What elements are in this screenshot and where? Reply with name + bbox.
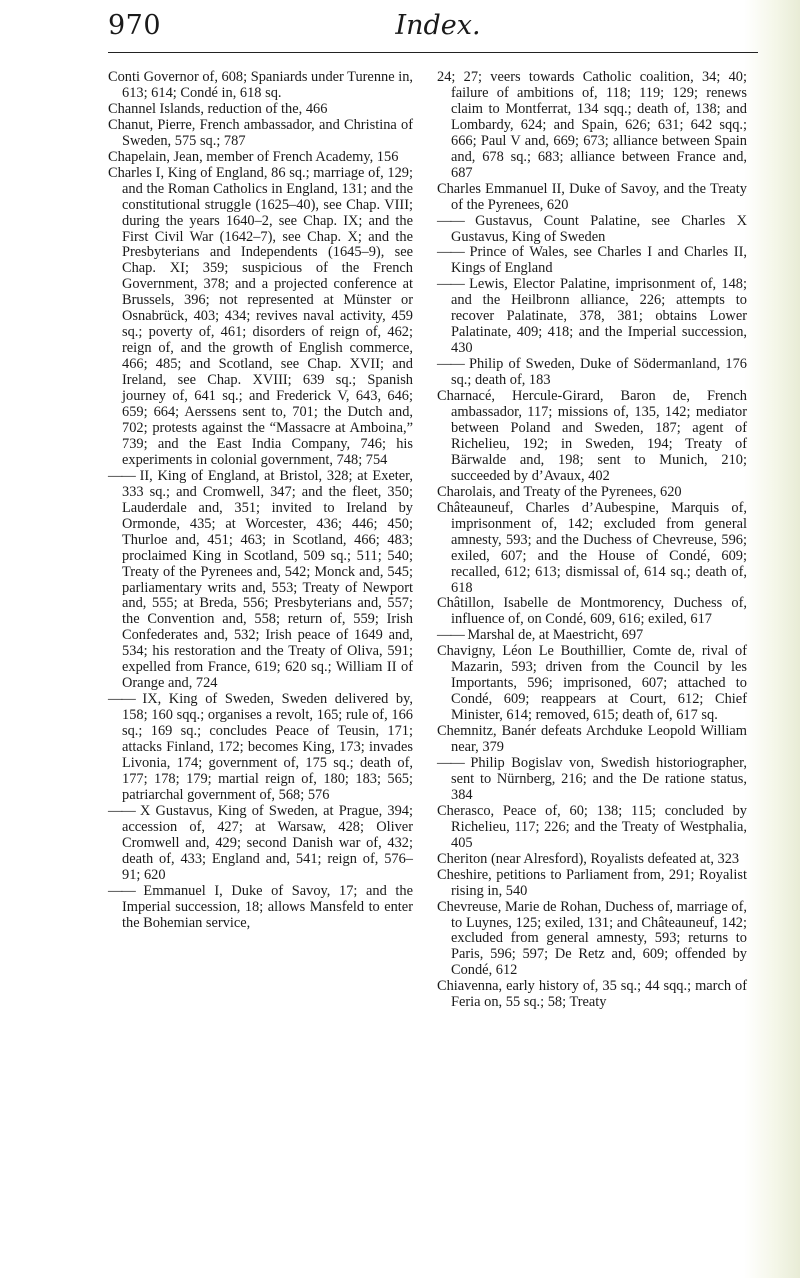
index-entry xyxy=(437,979,747,1011)
repeat-dash: —— xyxy=(108,691,135,708)
index-entry xyxy=(108,118,413,150)
entry-text: Conti Governor of, 608; Spaniards under Turenne in, 613; 614; Condé in, 618 sq. xyxy=(108,69,413,101)
entry-text: Philip Bogislav von, Swedish historiographer, sent to Nürnberg, 216; and the De ratione status, 384 xyxy=(451,754,747,803)
index-entry xyxy=(437,644,747,724)
index-entry xyxy=(437,357,747,389)
header-rule xyxy=(108,52,758,53)
index-entry xyxy=(437,245,747,277)
page-number: 970 xyxy=(108,10,162,41)
index-entry xyxy=(437,277,747,357)
entry-text: Chanut, Pierre, French ambassador, and Christina of Sweden, 575 sq.; 787 xyxy=(108,116,413,149)
repeat-dash: —— xyxy=(437,276,464,293)
index-entry xyxy=(108,150,413,166)
entry-text: Emmanuel I, Duke of Savoy, 17; and the Imperial succession, 18; allows Mansfeld to enter the Bohemian service, xyxy=(122,882,413,931)
entry-text: Gustavus, Count Palatine, see Charles X Gustavus, King of Sweden xyxy=(451,212,747,245)
index-entry xyxy=(108,469,413,692)
repeat-dash: —— xyxy=(108,802,135,819)
index-entry xyxy=(437,70,747,182)
entry-text: Lewis, Elector Palatine, imprisonment of, 148; and the Heilbronn alliance, 226; attempts to recover Palatinate, 378, 381; obtains Lower Palatinate, 409; 418; and the Imperial succession, 430 xyxy=(451,276,747,357)
right-column xyxy=(437,70,747,1011)
index-entry xyxy=(108,804,413,884)
entry-text: Chemnitz, Banér defeats Archduke Leopold William near, 379 xyxy=(437,723,747,756)
index-entry xyxy=(437,900,747,980)
repeat-dash: —— xyxy=(437,244,464,261)
entry-text: Cherasco, Peace of, 60; 138; 115; concluded by Richelieu, 117; 226; and the Treaty of Westphalia, 405 xyxy=(437,802,747,851)
entry-text: Prince of Wales, see Charles I and Charles II, Kings of England xyxy=(451,244,747,277)
index-entry xyxy=(108,884,413,932)
index-entry xyxy=(437,485,747,501)
repeat-dash: —— xyxy=(437,627,464,644)
entry-text: Charnacé, Hercule-Girard, Baron de, French ambassador, 117; missions of, 135, 142; mediator between Poland and Sweden, 187; agent of Richelieu, 192; in Sweden, 194; Treaty of Bärwalde and, 198; sent to Munich, 210; succeeded by d’Avaux, 402 xyxy=(437,388,747,484)
entry-text: Châteauneuf, Charles d’Aubespine, Marquis of, imprisonment of, 142; excluded from general amnesty, 593; and the Duchess of Chevreuse, 596; exiled, 607; and the House of Condé, 609; recalled, 612; 613; dismissal of, 614 sq.; death of, 618 xyxy=(437,499,747,596)
entry-text: Chevreuse, Marie de Rohan, Duchess of, marriage of, to Luynes, 125; exiled, 131; and Châteauneuf, 142; excluded from general amnesty, 593; returns to Paris, 596; 597; De Retz and, 609; offended by Condé, 612 xyxy=(437,898,747,979)
entry-text: Chiavenna, early history of, 35 sq.; 44 sqq.; march of Feria on, 55 sq.; 58; Treaty xyxy=(437,978,747,1011)
entry-text: Charles Emmanuel II, Duke of Savoy, and the Treaty of the Pyrenees, 620 xyxy=(437,180,747,213)
index-entry xyxy=(108,102,413,118)
index-entry xyxy=(437,724,747,756)
entry-text: Charolais, and Treaty of the Pyrenees, 620 xyxy=(437,483,682,500)
index-entry xyxy=(437,852,747,868)
repeat-dash: —— xyxy=(437,754,464,771)
entry-text: II, King of England, at Bristol, 328; at Exeter, 333 sq.; and Cromwell, 347; and the fleet, 350; Lauderdale and, 351; invited to Ireland by Ormonde, 435; at Worcester, 436; 446; 450; Thurloe and, 451; 463; in Scotland, 466; 483; proclaimed King in Scotland, 509 sq.; 511; 540; Treaty of the Pyrenees and, 542; Monck and, 545; parliamentary writs and, 553; Treaty of Newport and, 555; at Breda, 556; Presbyterians and, 557; the Convention and, 558; return of, 559; Irish Confederates and, 532; Irish peace of 1649 and, 534; his restoration and the Treaty of Oliva, 591; expelled from France, 619; 620 sq.; William II of Orange and, 724 xyxy=(122,467,413,692)
index-entry xyxy=(108,70,413,102)
entry-text: 24; 27; veers towards Catholic coalition, 34; 40; failure of ambitions of, 118; 119; 129; renews claim to Montferrat, 134 sqq.; death of, 138; and Lombardy, 624; and Spain, 626; 631; 642 sqq.; 666; Paul V and, 669; 673; alliance between Spain and, 678 sq.; 683; alliance between France and, 687 xyxy=(437,69,747,181)
entry-text: IX, King of Sweden, Sweden delivered by, 158; 160 sqq.; organises a revolt, 165; rule of, 166 sq.; 169 sq.; concludes Peace of Teusin, 171; attacks Finland, 172; becomes King, 173; invades Livonia, 174; government of, 175 sq.; death of, 177; 178; 179; martial reign of, 180; 183; 565; patriarchal government of, 568; 576 xyxy=(122,691,413,803)
entry-text: X Gustavus, King of Sweden, at Prague, 394; accession of, 427; at Warsaw, 428; Oliver Cromwell and, 429; second Danish war of, 432; death of, 433; England and, 541; reign of, 576–91; 620 xyxy=(122,802,413,883)
repeat-dash: —— xyxy=(437,356,464,373)
left-column xyxy=(108,70,413,931)
page-title: Index. xyxy=(395,10,481,41)
repeat-dash: —— xyxy=(108,882,135,899)
index-entry xyxy=(437,501,747,597)
index-entry xyxy=(437,628,747,644)
entry-text: Cheshire, petitions to Parliament from, 291; Royalist rising in, 540 xyxy=(437,866,747,899)
entry-text: Chapelain, Jean, member of French Academy, 156 xyxy=(108,148,399,165)
entry-text: Channel Islands, reduction of the, 466 xyxy=(108,100,328,117)
index-entry xyxy=(437,804,747,852)
entry-text: Cheriton (near Alresford), Royalists defeated at, 323 xyxy=(437,850,740,867)
index-entry xyxy=(437,756,747,804)
index-entry xyxy=(437,214,747,246)
index-entry xyxy=(437,182,747,214)
repeat-dash: —— xyxy=(108,467,135,484)
entry-text: Charles I, King of England, 86 sq.; marriage of, 129; and the Roman Catholics in England, 131; and the constitutional struggle (1625–40), see Chap. VIII; during the years 1640–2, see Chap. IX; and the First Civil War (1642–7), see Chap. X; and the Presbyterians and Independents (1645–9), see Chap. XI; 359; suspicious of the French Government, 378; and a projected conference at Brussels, 396; not represented at Münster or Osnabrück, 403; 434; revives naval activity, 459 sq.; poverty of, 461; disorders of reign of, 462; reign of, and the growth of English commerce, 466; 485; and Scotland, see Chap. XVII; and Ireland, see Chap. XVIII; 639 sq.; Spanish journey of, 641 sq.; and Frederick V, 643, 646; 659; 664; Aerssens sent to, 701; the Dutch and, 702; protests against the “Massacre at Amboina,” 739; and the East India Company, 746; his experiments in colonial government, 748; 754 xyxy=(108,164,413,468)
entry-text: Châtillon, Isabelle de Montmorency, Duchess of, influence of, on Condé, 609, 616; exiled, 617 xyxy=(437,595,747,628)
index-entry xyxy=(108,692,413,804)
entry-text: Marshal de, at Maestricht, 697 xyxy=(467,627,644,644)
index-entry xyxy=(437,868,747,900)
repeat-dash: —— xyxy=(437,212,464,229)
entry-text: Philip of Sweden, Duke of Södermanland, 176 sq.; death of, 183 xyxy=(451,356,747,389)
index-entry xyxy=(437,389,747,485)
entry-text: Chavigny, Léon Le Bouthillier, Comte de, rival of Mazarin, 593; driven from the Council by les Importants, 596; imprisoned, 607; attached to Condé, 609; reappears at Court, 612; Chief Minister, 614; removed, 615; death of, 617 sq. xyxy=(437,643,747,724)
index-entry xyxy=(437,596,747,628)
index-entry xyxy=(108,166,413,469)
